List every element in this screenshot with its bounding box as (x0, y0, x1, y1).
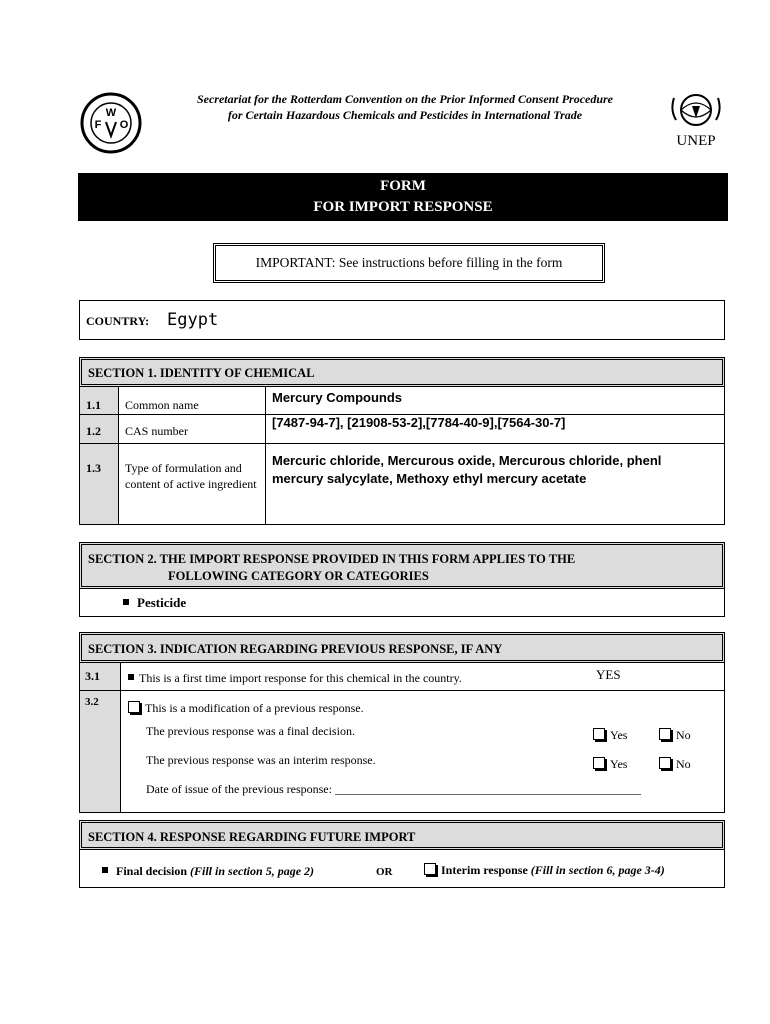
interim-response-option[interactable] (424, 863, 665, 878)
interim-no-option[interactable] (659, 757, 691, 772)
row-1-3-num: 1.3 (86, 461, 101, 475)
svg-text:F: F (94, 119, 102, 131)
svg-text:O: O (119, 119, 129, 131)
formulation-label: Type of formulation and content of active ingredient (125, 461, 257, 491)
first-time-answer[interactable]: YES (596, 667, 621, 682)
cas-number-value[interactable]: [7487-94-7], [21908-53-2],[7784-40-9],[7564-30-7] (272, 415, 566, 430)
fao-logo-icon (80, 92, 142, 154)
section-2-title (79, 542, 725, 589)
common-name-value[interactable]: Mercury Compounds (272, 390, 403, 405)
header-line-1: Secretariat for the Rotterdam Convention on the Prior Informed Consent Procedure (196, 92, 614, 106)
row-3-2-num: 3.2 (85, 696, 99, 708)
selected-bullet-icon (102, 867, 108, 873)
section-1 (79, 357, 725, 525)
checkbox-icon[interactable] (659, 728, 671, 740)
interim-response-text: The previous response was an interim response. (146, 753, 376, 767)
important-notice: IMPORTANT: See instructions before filling in the form (213, 243, 605, 283)
category-label: Pesticide (137, 595, 187, 610)
final-decision-option[interactable] (102, 864, 314, 879)
unep-text: UNEP (676, 133, 716, 149)
svg-text:W: W (105, 107, 117, 119)
header-line-2: for Certain Hazardous Chemicals and Pesticides in International Trade (227, 108, 583, 122)
row-1-2-num: 1.2 (86, 424, 101, 438)
interim-yes-option[interactable] (593, 757, 627, 772)
yes-label: Yes (610, 728, 628, 742)
form-title-line-2: FOR IMPORT RESPONSE (313, 199, 493, 215)
first-time-response[interactable] (128, 671, 462, 686)
section-3 (79, 632, 725, 813)
no-label: No (676, 728, 691, 742)
first-time-text: This is a first time import response for this chemical in the country. (139, 671, 462, 685)
country-value[interactable]: Egypt (167, 310, 219, 330)
date-of-issue-field[interactable]: Date of issue of the previous response: ___________________________________________________ (146, 782, 641, 796)
section-2 (79, 542, 725, 617)
final-decision-label: Final decision (116, 864, 188, 878)
no-label: No (676, 757, 691, 771)
selected-bullet-icon (123, 599, 129, 605)
section-4 (79, 820, 725, 888)
section-3-title: SECTION 3. INDICATION REGARDING PREVIOUS RESPONSE, IF ANY (79, 632, 725, 663)
row-1-1-num: 1.1 (86, 398, 101, 412)
form-title (78, 173, 728, 221)
section-4-title: SECTION 4. RESPONSE REGARDING FUTURE IMPORT (79, 820, 725, 850)
final-no-option[interactable] (659, 728, 691, 743)
country-field[interactable] (79, 300, 725, 340)
common-name-label: Common name (125, 398, 199, 412)
country-label: COUNTRY: (86, 314, 150, 328)
formulation-value[interactable]: Mercuric chloride, Mercurous oxide, Mercurous chloride, phenl mercury salycylate, Methoxy ethyl mercury acetate (272, 453, 662, 486)
section-1-title: SECTION 1. IDENTITY OF CHEMICAL (79, 357, 725, 387)
final-yes-option[interactable] (593, 728, 627, 743)
modification-checkbox-icon[interactable] (128, 701, 140, 713)
yes-label: Yes (610, 757, 628, 771)
checkbox-icon[interactable] (659, 757, 671, 769)
row-3-1-num: 3.1 (85, 669, 100, 683)
selected-bullet-icon (128, 674, 134, 680)
form-title-line-1: FORM (380, 178, 426, 194)
interim-response-note: (Fill in section 6, page 3-4) (530, 863, 665, 877)
checkbox-icon[interactable] (593, 728, 605, 740)
section-2-title-line-1: SECTION 2. THE IMPORT RESPONSE PROVIDED IN THIS FORM APPLIES TO THE (88, 552, 576, 566)
section-2-title-line-2: FOLLOWING CATEGORY OR CATEGORIES (168, 569, 429, 583)
checkbox-icon[interactable] (424, 863, 436, 875)
interim-response-label: Interim response (441, 863, 528, 877)
cas-number-label: CAS number (125, 424, 188, 438)
final-decision-note: (Fill in section 5, page 2) (190, 864, 315, 878)
or-label: OR (376, 866, 393, 878)
checkbox-icon[interactable] (593, 757, 605, 769)
modification-text: This is a modification of a previous response. (145, 701, 364, 715)
final-decision-text: The previous response was a final decision. (146, 724, 355, 738)
category-pesticide[interactable] (123, 595, 186, 611)
modification-option[interactable] (128, 701, 364, 716)
